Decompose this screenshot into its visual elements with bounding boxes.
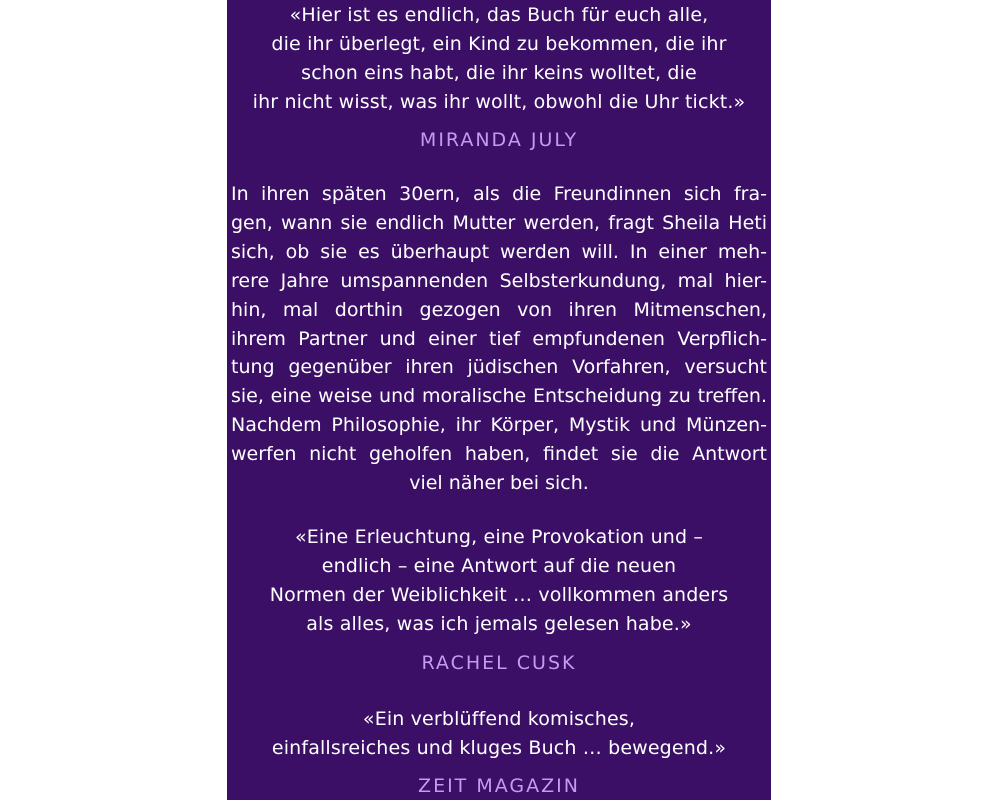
- quote-line: Normen der Weiblichkeit … vollkommen anders: [269, 584, 729, 606]
- quote-line: endlich – eine Antwort auf die neuen: [321, 555, 677, 577]
- description-line: ihrem Partner und einer tief empfundenen Verpflich-: [231, 327, 767, 350]
- quote-rachel-cusk: [227, 523, 771, 639]
- quote-author-zeit-magazin: ZEIT MAGAZIN: [418, 775, 580, 797]
- description-line: hin, mal dorthin gezogen von ihren Mitmenschen,: [231, 298, 767, 321]
- quote-line: ihr nicht wisst, was ihr wollt, obwohl die Uhr tickt.»: [252, 91, 746, 113]
- quote-line: schon eins habt, die ihr keins wolltet, die: [301, 62, 697, 84]
- quote-line: «Eine Erleuchtung, eine Provokation und –: [295, 526, 703, 548]
- description-line: sie, eine weise und moralische Entscheidung zu treffen.: [231, 385, 767, 408]
- description-line: sich, ob sie es überhaupt werden will. In einer meh-: [231, 240, 767, 263]
- quote-line: «Hier ist es endlich, das Buch für euch alle,: [289, 4, 709, 26]
- book-back-cover: [227, 0, 771, 800]
- quote-miranda-july: [227, 1, 771, 117]
- quote-line: als alles, was ich jemals gelesen habe.»: [306, 613, 692, 635]
- quote-author-miranda-july: MIRANDA JULY: [419, 129, 579, 151]
- description-line: viel näher bei sich.: [409, 472, 589, 495]
- description-line: rere Jahre umspannenden Selbsterkundung, mal hier-: [231, 269, 767, 292]
- description-line: Nachdem Philosophie, ihr Körper, Mystik und Münzen-: [231, 414, 767, 437]
- quote-line: die ihr überlegt, ein Kind zu bekommen, die ihr: [271, 33, 727, 55]
- description-line: tung gegenüber ihren jüdischen Vorfahren, versucht: [231, 356, 767, 379]
- description-line: In ihren späten 30ern, als die Freundinnen sich fra-: [231, 183, 767, 205]
- description-line: gen, wann sie endlich Mutter werden, fragt Sheila Heti: [231, 211, 767, 234]
- quote-line: «Ein verblüffend komisches,: [362, 708, 636, 730]
- quote-line: einfallsreiches und kluges Buch … bewegend.»: [271, 737, 727, 759]
- quote-author-rachel-cusk: RACHEL CUSK: [421, 652, 577, 674]
- description-line: werfen nicht geholfen haben, findet sie die Antwort: [231, 443, 767, 466]
- book-description: [231, 180, 767, 498]
- quote-zeit-magazin: [227, 705, 771, 763]
